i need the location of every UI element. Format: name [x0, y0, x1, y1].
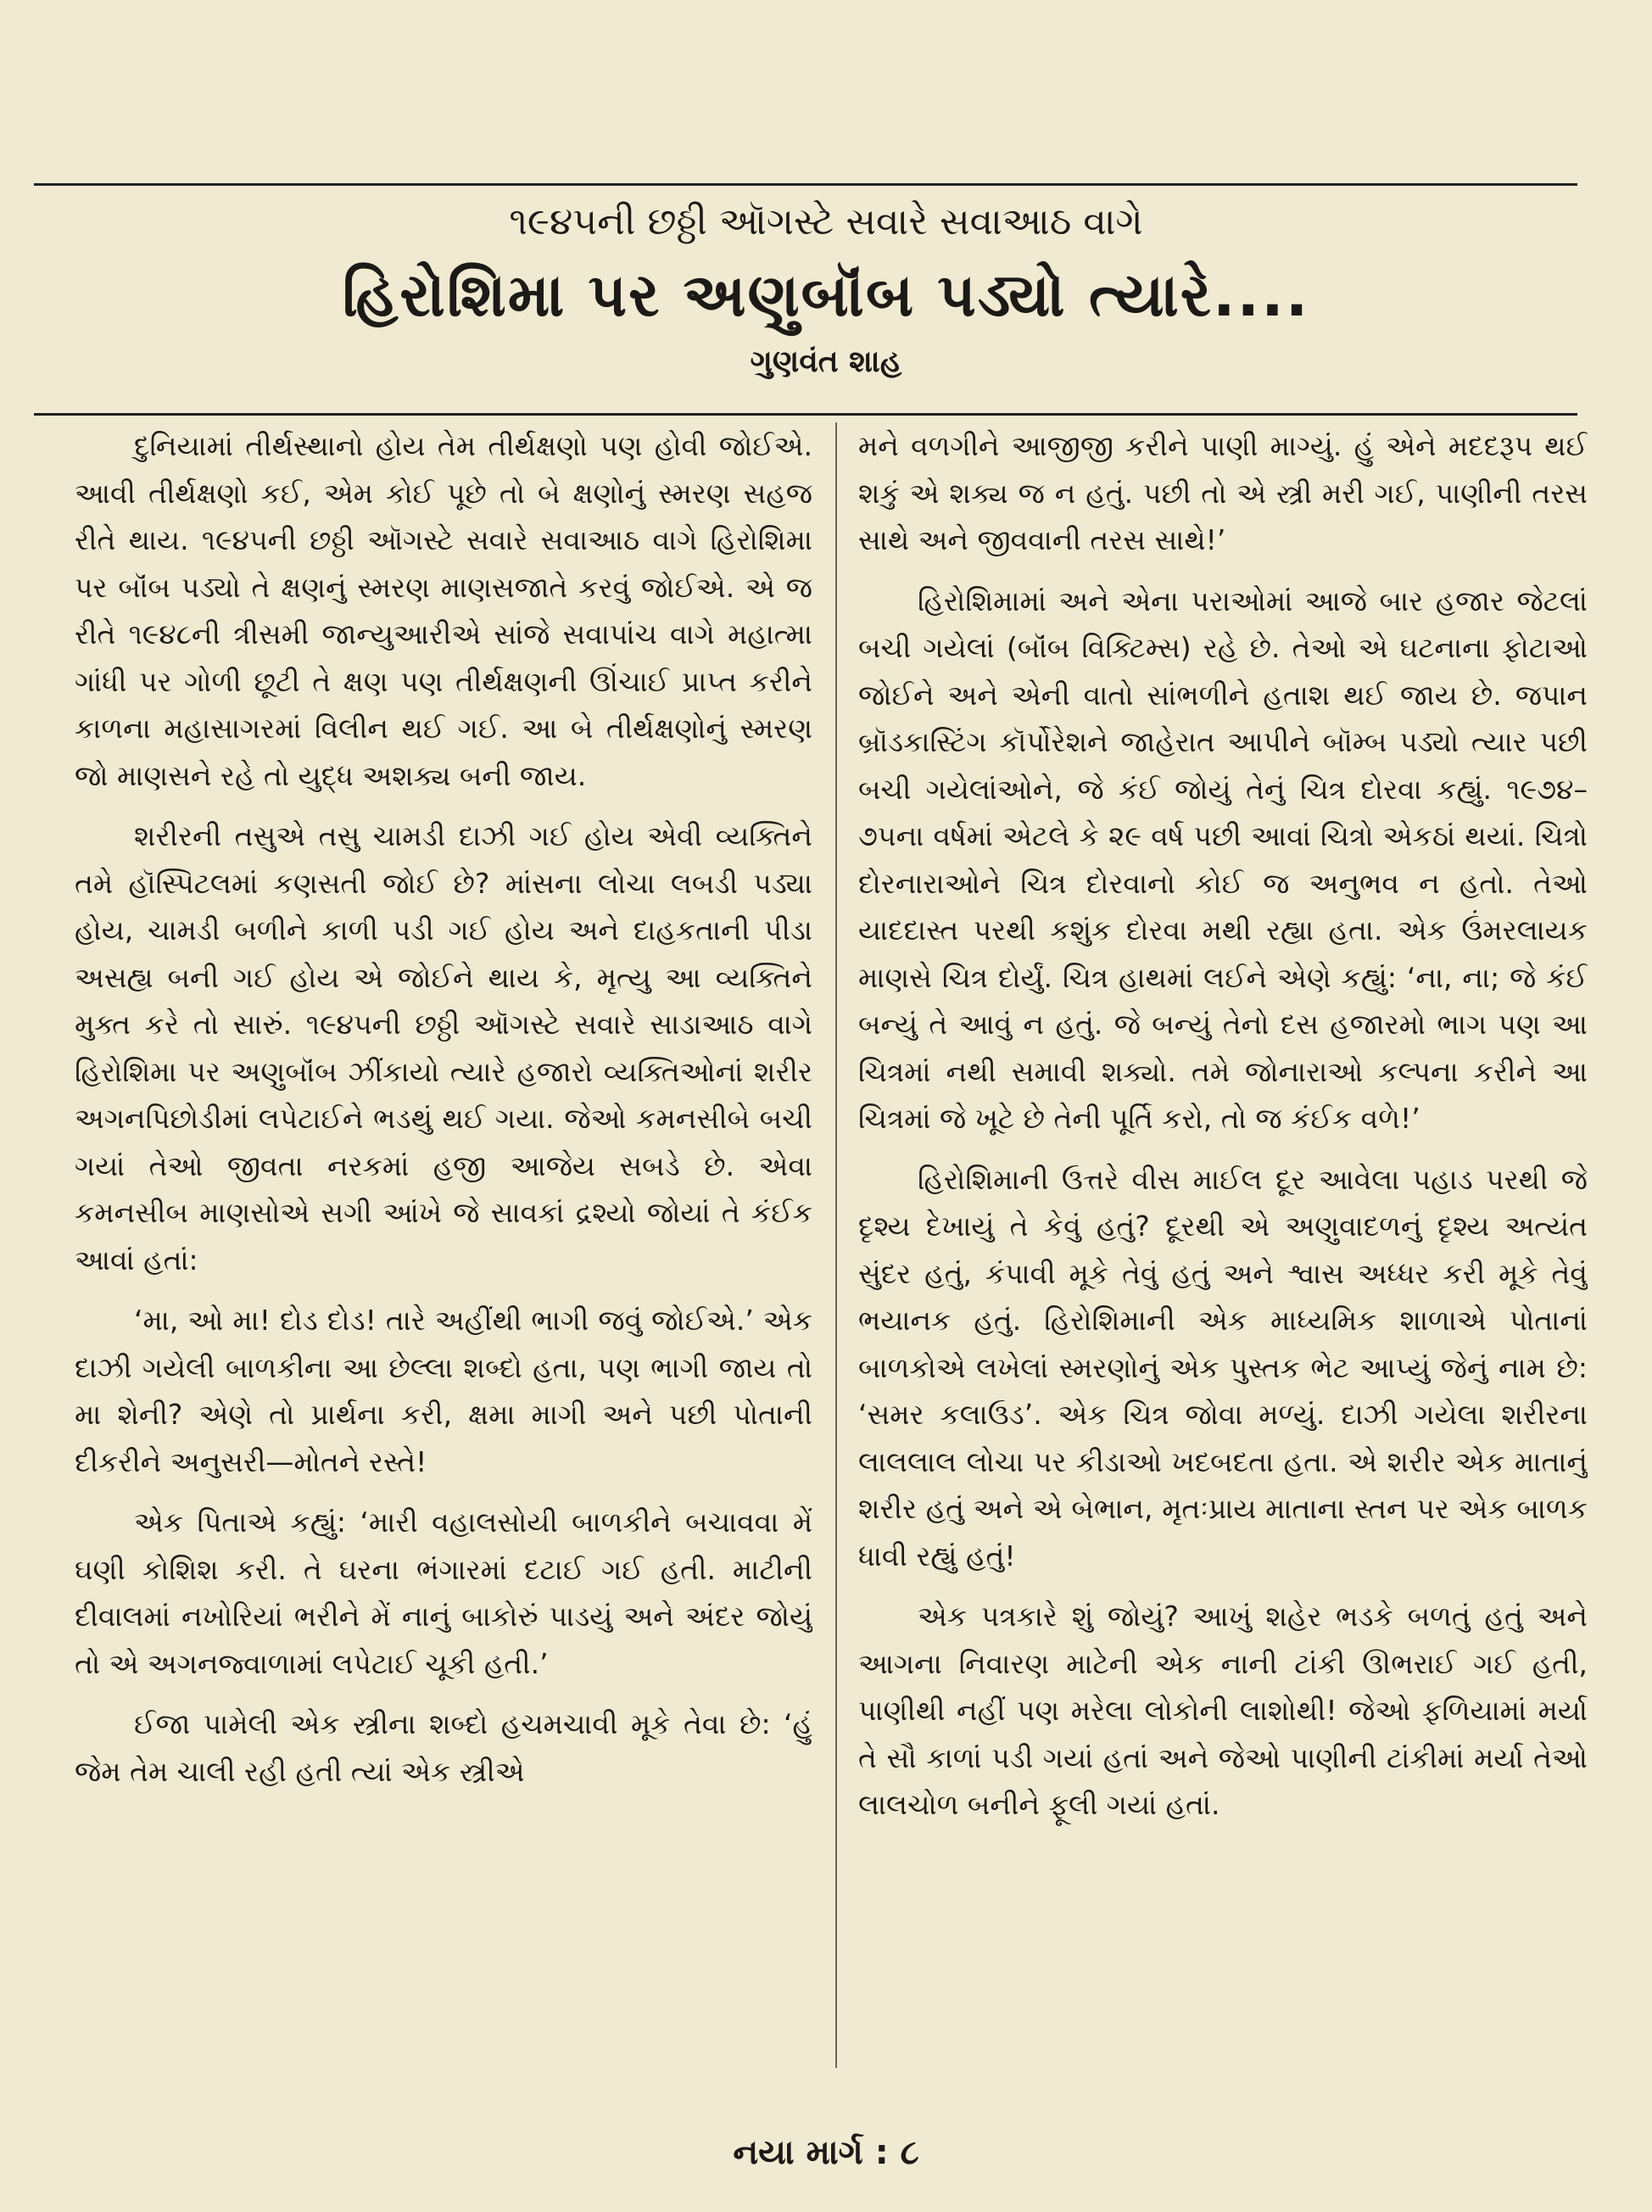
- header-rule: [34, 413, 1577, 416]
- page-footer: નયા માર્ગ : ૮: [733, 2133, 919, 2172]
- paragraph: હિરોશિમામાં અને એના પરાઓમાં આજે બાર હજાર જેટલાં બચી ગયેલાં (બૉંબ વિક્ટિમ્સ) રહે છે. તેઓ એ ઘટનાના ફોટાઓ જોઈને અને એની વાતો સાંભળીને હતાશ થઈ જાય છે. જપાન બ્રૉડકાસ્ટિંગ કૉર્પોરેશને જાહેરાત આપીને બૉમ્બ પડ્યો ત્યાર પછી બચી ગયેલાંઓને, જે કંઈ જોયું તેનું ચિત્ર દોરવા કહ્યું. ૧૯૭૪–૭૫ના વર્ષમાં એટલે કે ૨૯ વર્ષ પછી આવાં ચિત્રો એકઠાં થયાં. ચિત્રો દોરનારાઓને ચિત્ર દોરવાનો કોઈ જ અનુભવ ન હતો. તેઓ યાદદાસ્ત પરથી કશુંક દોરવા મથી રહ્યા હતા. એક ઉંમરલાયક માણસે ચિત્ર દોર્યું. ચિત્ર હાથમાં લઈને એણે કહ્યું: ‘ના, ના; જે કંઈ બન્યું તે આવું ન હતું. જે બન્યું તેનો દસ હજારમો ભાગ પણ આ ચિત્રમાં નથી સમાવી શક્યો. તમે જોનારાઓ કલ્પના કરીને આ ચિત્રમાં જે ખૂટે છે તેની પૂર્તિ કરો, તો જ કંઈક વળે!’: [858, 584, 1588, 1135]
- paragraph: એક પત્રકારે શું જોયું? આખું શહેર ભડકે બળતું હતું અને આગના નિવારણ માટેની એક નાની ટાંકી ઊભરાઈ ગઈ હતી, પાણીથી નહીં પણ મરેલા લોકોની લાશોથી! જેઓ ફળિયામાં મર્યા તે સૌ કાળાં પડી ગયાં હતાં અને જેઓ પાણીની ટાંકીમાં મર્યા તેઓ લાલચોળ બનીને ફૂલી ગયાં હતાં.: [858, 1600, 1588, 1821]
- top-rule: [34, 183, 1577, 186]
- paragraph: ‘મા, ઓ મા! દોડ દોડ! તારે અહીંથી ભાગી જવું જોઈએ.’ એક દાઝી ગયેલી બાળકીના આ છેલ્લા શબ્દો હતા, પણ ભાગી જાય તો મા શેની? એણે તો પ્રાર્થના કરી, ક્ષમા માગી અને પછી પોતાની દીકરીને અનુસરી—મોતને રસ્તે!: [75, 1304, 812, 1478]
- column-divider: [835, 422, 837, 2068]
- article-byline: ગુણવંત શાહ: [750, 344, 902, 379]
- paragraph: મને વળગીને આજીજી કરીને પાણી માગ્યું. હું એને મદદરૂપ થઈ શકું એ શક્ય જ ન હતું. પછી તો એ સ્ત્રી મરી ગઈ, પાણીની તરસ સાથે અને જીવવાની તરસ સાથે!’: [858, 429, 1588, 556]
- paragraph: એક પિતાએ કહ્યું: ‘મારી વહાલસોયી બાળકીને બચાવવા મેં ઘણી કોશિશ કરી. તે ઘરના ભંગારમાં દટાઈ ગઈ હતી. માટીની દીવાલમાં નખોરિયાં ભરીને મેં નાનું બાકોરું પાડયું અને અંદર જોયું તો એ અગનજ્વાળામાં લપેટાઈ ચૂકી હતી.’: [75, 1505, 812, 1680]
- paragraph: ઈજા પામેલી એક સ્ત્રીના શબ્દો હચમચાવી મૂકે તેવા છે: ‘હું જેમ તેમ ચાલી રહી હતી ત્યાં એક સ્ત્રીએ: [75, 1707, 812, 1788]
- paragraph: દુનિયામાં તીર્થસ્થાનો હોય તેમ તીર્થક્ષણો પણ હોવી જોઈએ. આવી તીર્થક્ષણો કઈ, એમ કોઈ પૂછે તો બે ક્ષણોનું સ્મરણ સહજ રીતે થાય. ૧૯૪૫ની છઠ્ઠી ઑગસ્ટે સવારે સવાઆઠ વાગે હિરોશિમા પર બૉંબ પડ્યો તે ક્ષણનું સ્મરણ માણસજાતે કરવું જોઈએ. એ જ રીતે ૧૯૪૮ની ત્રીસમી જાન્યુઆરીએ સાંજે સવાપાંચ વાગે મહાત્મા ગાંધી પર ગોળી છૂટી તે ક્ષણ પણ તીર્થક્ષણની ઊંચાઈ પ્રાપ્ત કરીને કાળના મહાસાગરમાં વિલીન થઈ ગઈ. આ બે તીર્થક્ષણોનું સ્મરણ જો માણસને રહે તો યુદ્ધ અશક્ય બની જાય.: [75, 429, 812, 792]
- left-column: [75, 422, 812, 2078]
- paragraph: શરીરની તસુએ તસુ ચામડી દાઝી ગઈ હોય એવી વ્યક્તિને તમે હૉસ્પિટલમાં કણસતી જોઈ છે? માંસના લોચા લબડી પડ્યા હોય, ચામડી બળીને કાળી પડી ગઈ હોય અને દાહકતાની પીડા અસહ્ય બની ગઈ હોય એ જોઈને થાય કે, મૃત્યુ આ વ્યક્તિને મુક્ત કરે તો સારું. ૧૯૪૫ની છઠ્ઠી ઑગસ્ટે સવારે સાડાઆઠ વાગે હિરોશિમા પર અણુબૉંબ ઝીંકાયો ત્યારે હજારો વ્યક્તિઓનાં શરીર અગનપિછોડીમાં લપેટાઈને ભડથું થઈ ગયા. જેઓ કમનસીબે બચી ગયાં તેઓ જીવતા નરકમાં હજી આજેય સબડે છે. એવા કમનસીબ માણસોએ સગી આંખે જે સાવકાં દ્રશ્યો જોયાં તે કંઈક આવાં હતાં:: [75, 819, 812, 1276]
- right-column: [858, 422, 1588, 2078]
- article-headline: હિરોશિમા પર અણુબૉંબ પડ્યો ત્યારે....: [342, 260, 1310, 330]
- article-kicker: ૧૯૪૫ની છઠ્ઠી ઑગસ્ટે સવારે સવાઆઠ વાગે: [509, 200, 1143, 243]
- paragraph: હિરોશિમાની ઉત્તરે વીસ માઈલ દૂર આવેલા પહાડ પરથી જે દૃશ્ય દેખાયું તે કેવું હતું? દૂરથી એ અણુવાદળનું દૃશ્ય અત્યંત સુંદર હતું, કંપાવી મૂકે તેવું હતું અને શ્વાસ અધ્ધર કરી મૂકે તેવું ભયાનક હતું. હિરોશિમાની એક માધ્યમિક શાળાએ પોતાનાં બાળકોએ લખેલાં સ્મરણોનું એક પુસ્તક ભેટ આપ્યું જેનું નામ છે: ‘સમર કલાઉડ’. એક ચિત્ર જોવા મળ્યું. દાઝી ગયેલા શરીરના લાલલાલ લોચા પર કીડાઓ ખદબદતા હતા. એ શરીર એક માતાનું શરીર હતું અને એ બેભાન, મૃતઃપ્રાય માતાના સ્તન પર એક બાળક ધાવી રહ્યું હતું!: [858, 1162, 1588, 1572]
